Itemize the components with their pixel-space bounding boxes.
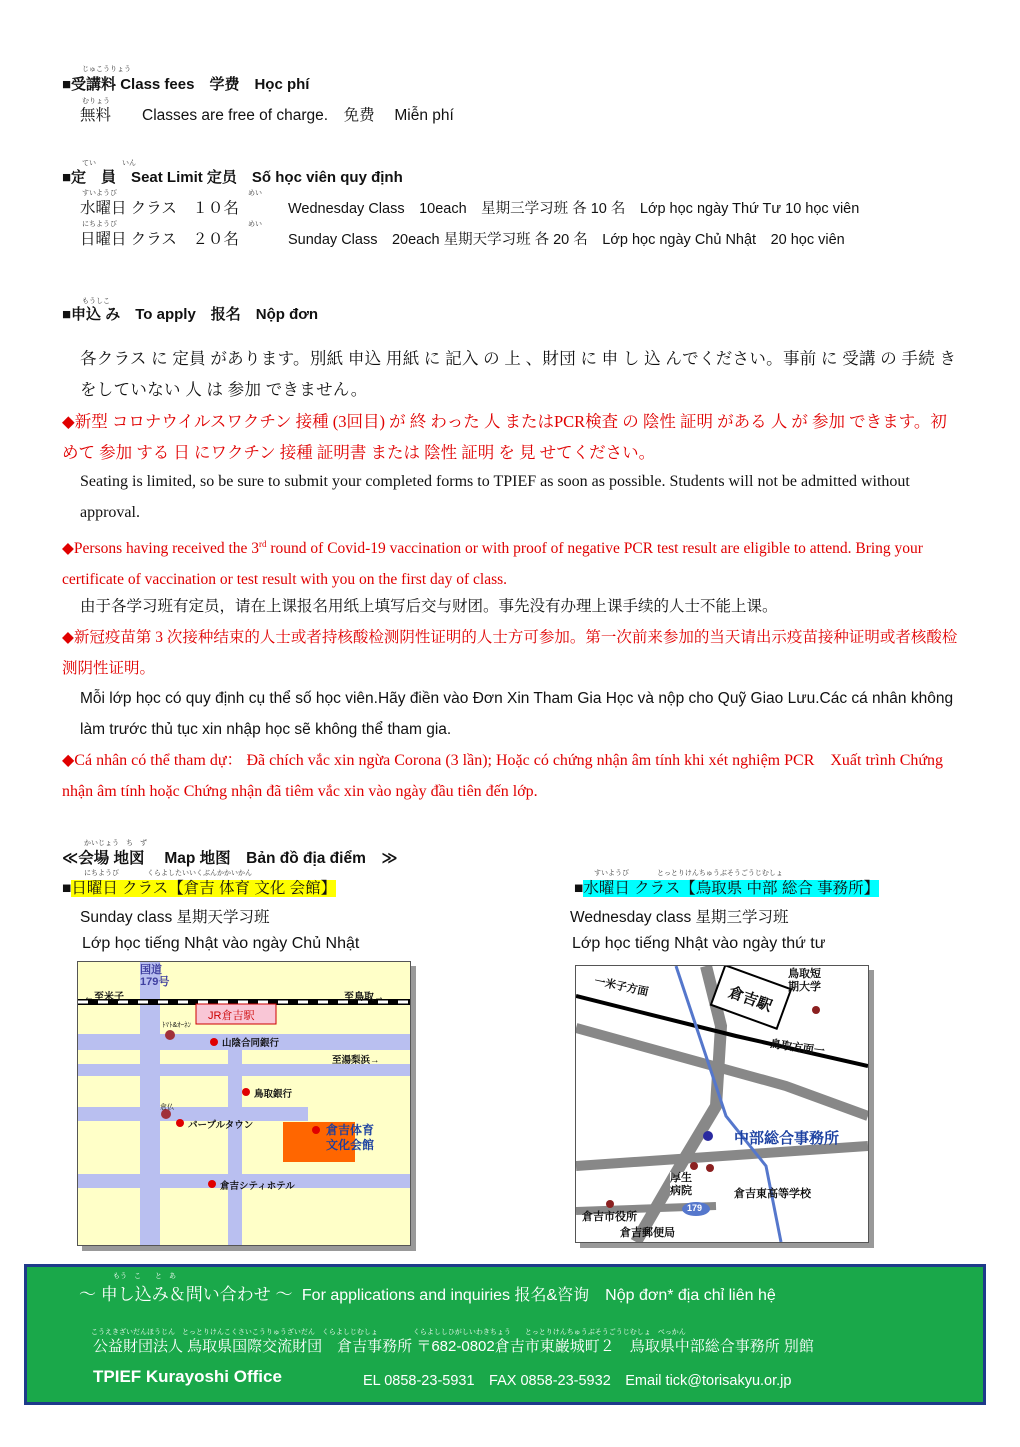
sanin-bank-dot — [210, 1038, 218, 1046]
sunday-map — [77, 961, 411, 1246]
tottori-bank-dot — [242, 1088, 250, 1096]
wednesday-map-drawing — [576, 966, 868, 1242]
sunday-class-vi: Lớp học tiếng Nhật vào ngày Chủ Nhật — [82, 935, 360, 952]
sun-class-detail: Sunday Class 20each 星期天学习班 各 20 名 Lớp học ngày Chủ Nhật 20 học viên — [288, 232, 845, 248]
footer-contact: EL 0858-23-5931 FAX 0858-23-5932 Email tick@torisakyu.or.jp — [363, 1373, 792, 1389]
wed-class-jp: 水曜日 クラス １０名 — [80, 200, 239, 217]
sun-furigana: にちようび — [82, 220, 117, 228]
junior-college-label: 鳥取短 期大学 — [788, 968, 821, 993]
wednesday-class-label: Wednesday class 星期三学习班 — [570, 909, 789, 926]
road-h — [576, 1146, 868, 1166]
map-furigana: かいじょう ち ず — [84, 839, 147, 847]
city-hotel-dot — [208, 1180, 216, 1188]
purple-town-label: パープルタウン — [188, 1120, 254, 1131]
tottori-direction-label: 鳥取方面一 — [769, 1038, 826, 1058]
sanin-bank-label: 山陰合同銀行 — [222, 1038, 280, 1049]
apply-cn-note: ◆新冠疫苗第 3 次接种结束的人士或者持核酸检测阴性证明的人士方可参加。第一次前来参加的当天请出示疫苗接种证明或者核酸检测阴性证明。 — [62, 629, 958, 677]
fees-line: 無料 Classes are free of charge. 免费 Miễn phí — [80, 107, 454, 124]
venue-label: 倉吉体育 文化会館 — [326, 1123, 375, 1152]
city-hall-dot — [606, 1200, 614, 1208]
apply-en-note: ◆Persons having received the 3rd round of Covid-19 vaccination or with proof of negative PCR test result are eligible to attend. Bring your certificate of vaccination or test result with you on the first day of class. — [62, 539, 923, 589]
tottori-bank-label: 鳥取銀行 — [254, 1089, 293, 1100]
sunday-map-drawing — [78, 962, 410, 1245]
chubu-office-label: 中部総合事務所 — [734, 1130, 840, 1147]
fees-line-furigana: むりょう — [82, 97, 110, 105]
sunday-furigana: にちようび くらよしたいいくぶんかかいかん — [84, 869, 252, 877]
post-office-label: 倉吉郵便局 — [620, 1227, 675, 1239]
footer-title: ～ 申し込み＆問い合わせ ～ For applications and inquiries 报名&咨询 Nộp đơn* địa chỉ liên hệ — [79, 1285, 776, 1304]
school-dot — [706, 1164, 714, 1172]
hospital-dot — [690, 1162, 698, 1170]
seat-furigana-in: いん — [122, 159, 136, 167]
tomato-label: ﾄﾏﾄ&ｵｰﾈﾝ — [162, 1022, 192, 1029]
jr-station-label: JR倉吉駅 — [208, 1010, 255, 1022]
wed-furigana: すいようび — [82, 189, 117, 197]
map-section-heading: ≪会場 地図 Map 地图 Bản đồ địa điểm ≫ — [62, 850, 398, 867]
tomato-dot — [165, 1030, 175, 1040]
kurabutsu-label: 倉仏 — [160, 1104, 174, 1111]
office-dot — [703, 1131, 713, 1141]
road-v2 — [228, 1050, 242, 1245]
kosei-hospital-label: 厚生 病院 — [670, 1172, 692, 1197]
yonago-direction-label: 一米子方面 — [593, 975, 650, 999]
wednesday-map — [575, 965, 869, 1243]
apply-jp-note: ◆新型 コロナウイルスワクチン 接種 (3回目) が 終 わった 人 またはPCR検査 の 陰性 証明 がある 人 が 参加 できます。初 めて 参加 する 日 にワクチン 接種 証明書 または 陰性 証明 を 見 せてください。 — [62, 412, 947, 462]
purple-town-dot — [176, 1119, 184, 1127]
from-yonago-label: ←至米子 — [84, 992, 124, 1003]
to-tottori-label: 至鳥取→ — [344, 992, 384, 1003]
fees-heading: ■受講料 Class fees 学费 Học phí — [62, 76, 310, 93]
high-school-label: 倉吉東高等学校 — [734, 1188, 811, 1200]
seat-furigana-tei: てい — [82, 159, 96, 167]
footer-address: 公益財団法人 鳥取県国際交流財団 倉吉事務所 〒682-0802倉吉市東巌城町２ 鳥取県中部総合事務所 別館 — [93, 1338, 814, 1355]
venue-dot — [312, 1126, 320, 1134]
apply-cn-paragraph: 由于各学习班有定员，请在上课报名用纸上填写后交与财团。事先没有办理上课手续的人士不能上课。 — [80, 598, 778, 615]
apply-heading: ■申込 み To apply 报名 Nộp đơn — [62, 306, 319, 323]
footer-title-furigana: もう こ と あ — [113, 1272, 176, 1280]
apply-vi-paragraph: Mỗi lớp học có quy định cụ thể số học viên.Hãy điền vào Đơn Xin Tham Gia Học và nộp cho Quỹ Giao Lưu.Các cá nhân không làm trước thủ tục xin nhập học sẽ không thể tham gia. — [80, 690, 954, 738]
apply-en-paragraph: Seating is limited, so be sure to submit your completed forms to TPIEF as soon as possible. Students will not be admitted without approval. — [80, 473, 910, 521]
sunday-venue-title: ■日曜日 クラス【倉吉 体育 文化 会館】 — [62, 880, 337, 897]
route-179-label: 179 — [687, 1203, 703, 1213]
apply-furigana: もうしこ — [82, 297, 110, 305]
wed-mei-furigana: めい — [248, 189, 262, 197]
wed-class-detail: Wednesday Class 10each 星期三学习班 各 10 名 Lớp học ngày Thứ Tư 10 học viên — [288, 201, 860, 217]
sunday-class-label: Sunday class 星期天学习班 — [80, 909, 270, 926]
footer-office-name: TPIEF Kurayoshi Office — [93, 1367, 282, 1386]
sun-mei-furigana: めい — [248, 220, 262, 228]
fees-furigana: じゅこうりょう — [82, 65, 131, 73]
sun-class-jp: 日曜日 クラス ２０名 — [80, 231, 239, 248]
apply-jp-paragraph: 各クラス に 定員 があります。別紙 申込 用紙 に 記入 の 上 、財団 に 申 し 込 んでください。事前 に 受講 の 手続 きをしていない 人 は 参加 できません。 — [80, 349, 957, 399]
contact-footer — [24, 1264, 986, 1405]
seat-heading: ■定 員 Seat Limit 定员 Số học viên quy định — [62, 169, 403, 186]
footer-address-furigana: こうえきざいだんほうじん とっとりけんこくさいこうりゅうざいだん くらよしじむしょ くらよししひがしいわきちょう とっとりけんちゅうぶそうごうじむしょ べっかん — [91, 1328, 686, 1336]
road-main — [636, 966, 721, 1242]
kurayoshi-station-label: 倉吉駅 — [726, 983, 775, 1016]
yunashi-label: 至湯梨浜→ — [332, 1055, 380, 1066]
wednesday-class-vi: Lớp học tiếng Nhật vào ngày thứ tư — [572, 935, 826, 952]
route-179-label: 国道 179号 — [140, 964, 170, 988]
college-dot — [812, 1006, 820, 1014]
wednesday-venue-title: ■水曜日 クラス【鳥取県 中部 総合 事務所】 — [574, 880, 880, 897]
apply-vi-note: ◆Cá nhân có thể tham dự： Đã chích vắc xin ngừa Corona (3 lần); Hoặc có chứng nhận âm tính khi xét nghiệm PCR Xuất trình Chứng nhận âm tính hoặc Chứng nhận đã tiêm vắc xin vào ngày đầu tiên đến lớp. — [62, 752, 944, 800]
city-hall-label: 倉吉市役所 — [582, 1211, 637, 1223]
city-hotel-label: 倉吉シティホテル — [220, 1181, 295, 1192]
wednesday-furigana: すいようび とっとりけんちゅうぶそうごうじむしょ — [594, 869, 783, 877]
